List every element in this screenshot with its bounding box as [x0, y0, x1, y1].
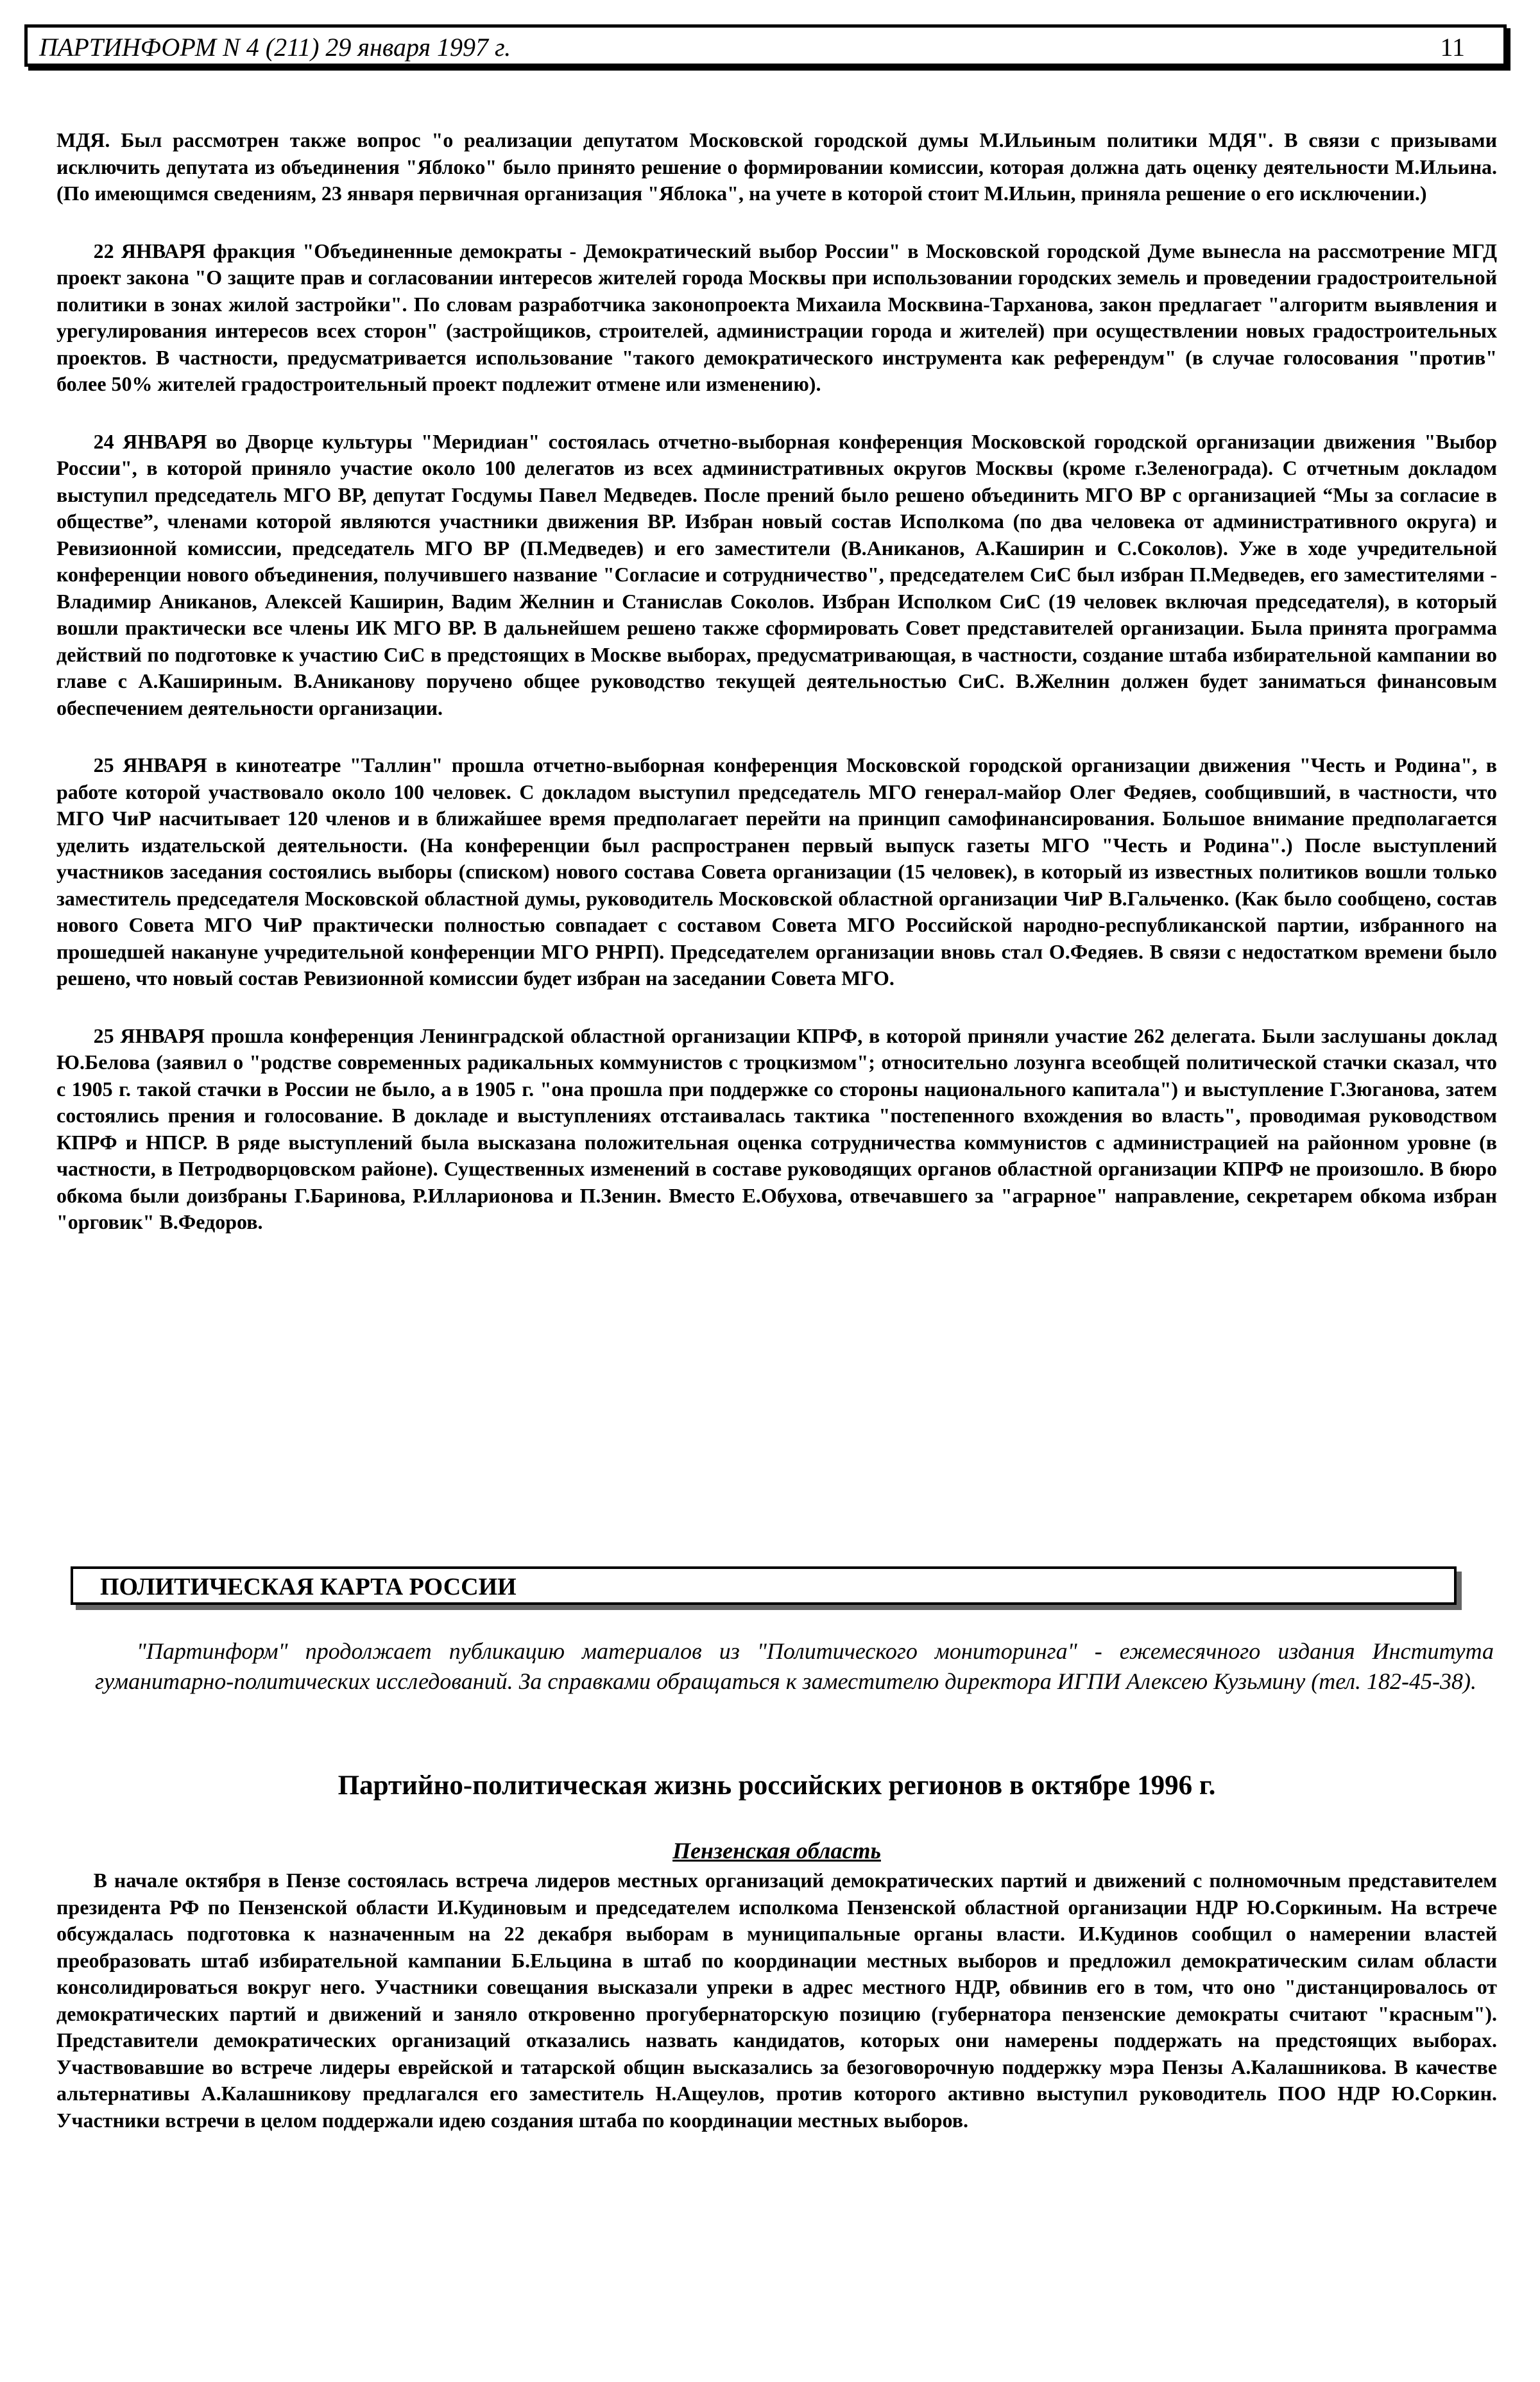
page-number: 11 [1440, 33, 1465, 62]
publication-title: ПАРТИНФОРМ N 4 (211) 29 января 1997 г. [39, 33, 511, 62]
section-title: ПОЛИТИЧЕСКАЯ КАРТА РОССИИ [100, 1573, 517, 1600]
region-heading: Пензенская область [672, 1838, 881, 1864]
section-intro: "Партинформ" продолжает публикацию материалов из "Политического мониторинга" - ежемесячного издания Института гуманитарно-политических исследований. За справками обращаться к заместителю директора ИГПИ Алексею Кузьмину (тел. 182-45-38). [95, 1638, 1494, 1694]
region-body [56, 1867, 1497, 2164]
paragraph: В начале октября в Пензе состоялась встреча лидеров местных организаций демократических партий и движений с полномочным представителем президента РФ по Пензенской области И.Кудиновым и председателем исполкома Пензенской областной организации НДР Ю.Соркиным. На встрече обсуждалась подготовка к назначенным на 22 декабря выборам в муниципальные органы власти. И.Кудинов сообщил о намерении властей преобразовать штаб избирательной кампании Б.Ельцина в штаб по координации местных выборов и предложил демократическим силам области консолидироваться вокруг него. Участники совещания высказали упреки в адрес местного НДР, обвинив его в том, что оно "дистанцировалось от демократических партий и движений и заняло откровенно прогубернаторскую позицию (губернатора пензенские демократы считают "красным"). Представители демократических организаций отказались назвать кандидатов, которых они намерены поддержать на предстоящих выборах. Участвовавшие во встрече лидеры еврейской и татарской общин высказались за безоговорочную поддержку мэра Пензы А.Калашникова. В качестве альтернативы А.Калашникову предлагался его заместитель Н.Ащеулов, против которого активно выступил руководитель ПОО НДР Ю.Соркин. Участники встречи в целом поддержали идею создания штаба по координации местных выборов. [56, 1869, 1497, 2132]
paragraph: 25 ЯНВАРЯ прошла конференция Ленинградской областной организации КПРФ, в которой приняли участие 262 делегата. Были заслушаны доклад Ю.Белова (заявил о "родстве современных радикальных коммунистов с троцкизмом"; относительно лозунга всеобщей политической стачки сказал, что с 1905 г. такой стачки в России не было, а в 1905 г. "она прошла при поддержке со стороны национального капитала") и выступление Г.Зюганова, затем состоялись прения и голосование. В докладе и выступлениях отстаивалась тактика "постепенного вхождения во власть", проводимая руководством КПРФ и НПСР. В ряде выступлений была высказана положительная оценка сотрудничества коммунистов с администрацией на районном уровне (в частности, в Петродворцовском районе). Существенных изменений в составе руководящих органов областной организации КПРФ не произошло. В бюро обкома были доизбраны Г.Баринова, Р.Илларионова и П.Зенин. Вместо Е.Обухова, отвечавшего за "аграрное" направление, секретарем обкома избран "орговик" В.Федоров. [56, 1024, 1497, 1233]
section-heading-box [71, 1566, 1457, 1605]
paragraph: 25 ЯНВАРЯ в кинотеатре "Таллин" прошла отчетно-выборная конференция Московской городской организации движения "Честь и Родина", в работе которой участвовало около 100 человек. С докладом выступил председатель МГО генерал-майор Олег Федяев, сообщивший, в частности, что МГО ЧиР насчитывает 120 членов и в ближайшее время предполагает перейти на принцип самофинансирования. Большое внимание предполагается уделить издательской деятельности. (На конференции был распространен первый выпуск газеты МГО "Честь и Родина".) После выступлений участников заседания состоялись выборы (списком) нового состава Совета организации (15 человек), в который из известных политиков вошли только заместитель председателя Московской областной думы, руководитель Московской областной организации ЧиР В.Гальченко. (Как было сообщено, состав нового Совета МГО ЧиР практически полностью совпадает с составом Совета МГО Российской народно-республиканской партии, избранного на прошедшей накануне учредительной конференции МГО РНРП). Председателем организации вновь стал О.Федяев. В связи с недостатком времени было решено, что новый состав Ревизионной комиссии будет избран на заседании Совета МГО. [56, 753, 1497, 990]
article-subtitle: Партийно-политическая жизнь российских регионов в октябре 1996 г. [338, 1770, 1216, 1801]
paragraph: 24 ЯНВАРЯ во Дворце культуры "Меридиан" состоялась отчетно-выборная конференция Московской городской организации движения "Выбор России", в которой приняло участие около 100 делегатов из всех административных округов Москвы (кроме г.Зеленограда). С отчетным докладом выступил председатель МГО ВР, депутат Госдумы Павел Медведев. После прений было решено объединить МГО ВР с организацией “Мы за согласие в обществе”, членами которой являются участники движения ВР. Избран новый состав Исполкома (по два человека от административного округа) и Ревизионной комиссии, председатель МГО ВР (П.Медведев) и его заместители (В.Аниканов, А.Каширин и С.Соколов). Уже в ходе учредительной конференции нового объединения, получившего название "Согласие и сотрудничество", председателем СиС был избран П.Медведев, его заместителями - Владимир Аниканов, Алексей Каширин, Вадим Желнин и Станислав Соколов. Избран Исполком СиС (19 человек включая председателя), в который вошли практически все члены ИК МГО ВР. В дальнейшем решено также сформировать Совет представителей организации. Была принята программа действий по подготовке к участию СиС в предстоящих в Москве выборах, предусматривающая, в частности, создание штаба избирательной кампании во главе с А.Кашириным. В.Аниканову поручено общее руководство текущей деятельностью СиС. В.Желнин должен будет заниматься финансовым обеспечением деятельности организации. [56, 429, 1497, 719]
paragraph: МДЯ. Был рассмотрен также вопрос "о реализации депутатом Московской городской думы М.Ильиным политики МДЯ". В связи с призывами исключить депутата из объединения "Яблоко" было принято решение о формировании комиссии, которая должна дать оценку деятельности М.Ильина. (По имеющимся сведениям, 23 января первичная организация "Яблока", на учете в которой стоит М.Ильин, приняла решение о его исключении.) [56, 128, 1497, 205]
paragraph: 22 ЯНВАРЯ фракция "Объединенные демократы - Демократический выбор России" в Московской городской Думе вынесла на рассмотрение МГД проект закона "О защите прав и согласовании интересов жителей города Москвы при использовании городских земель и проведении градостроительной политики в зонах жилой застройки". По словам разработчика законопроекта Михаила Москвина-Тарханова, закон предлагает "алгоритм выявления и урегулирования интересов всех сторон" (застройщиков, строителей, администрации города и жителей) при осуществлении новых градостроительных проектов. В частности, предусматривается использование "такого демократического инструмента как референдум" (в случае голосования "против" более 50% жителей градостроительный проект подлежит отмене или изменению). [56, 239, 1497, 395]
article-body [56, 127, 1497, 1267]
page-header [24, 24, 1507, 67]
